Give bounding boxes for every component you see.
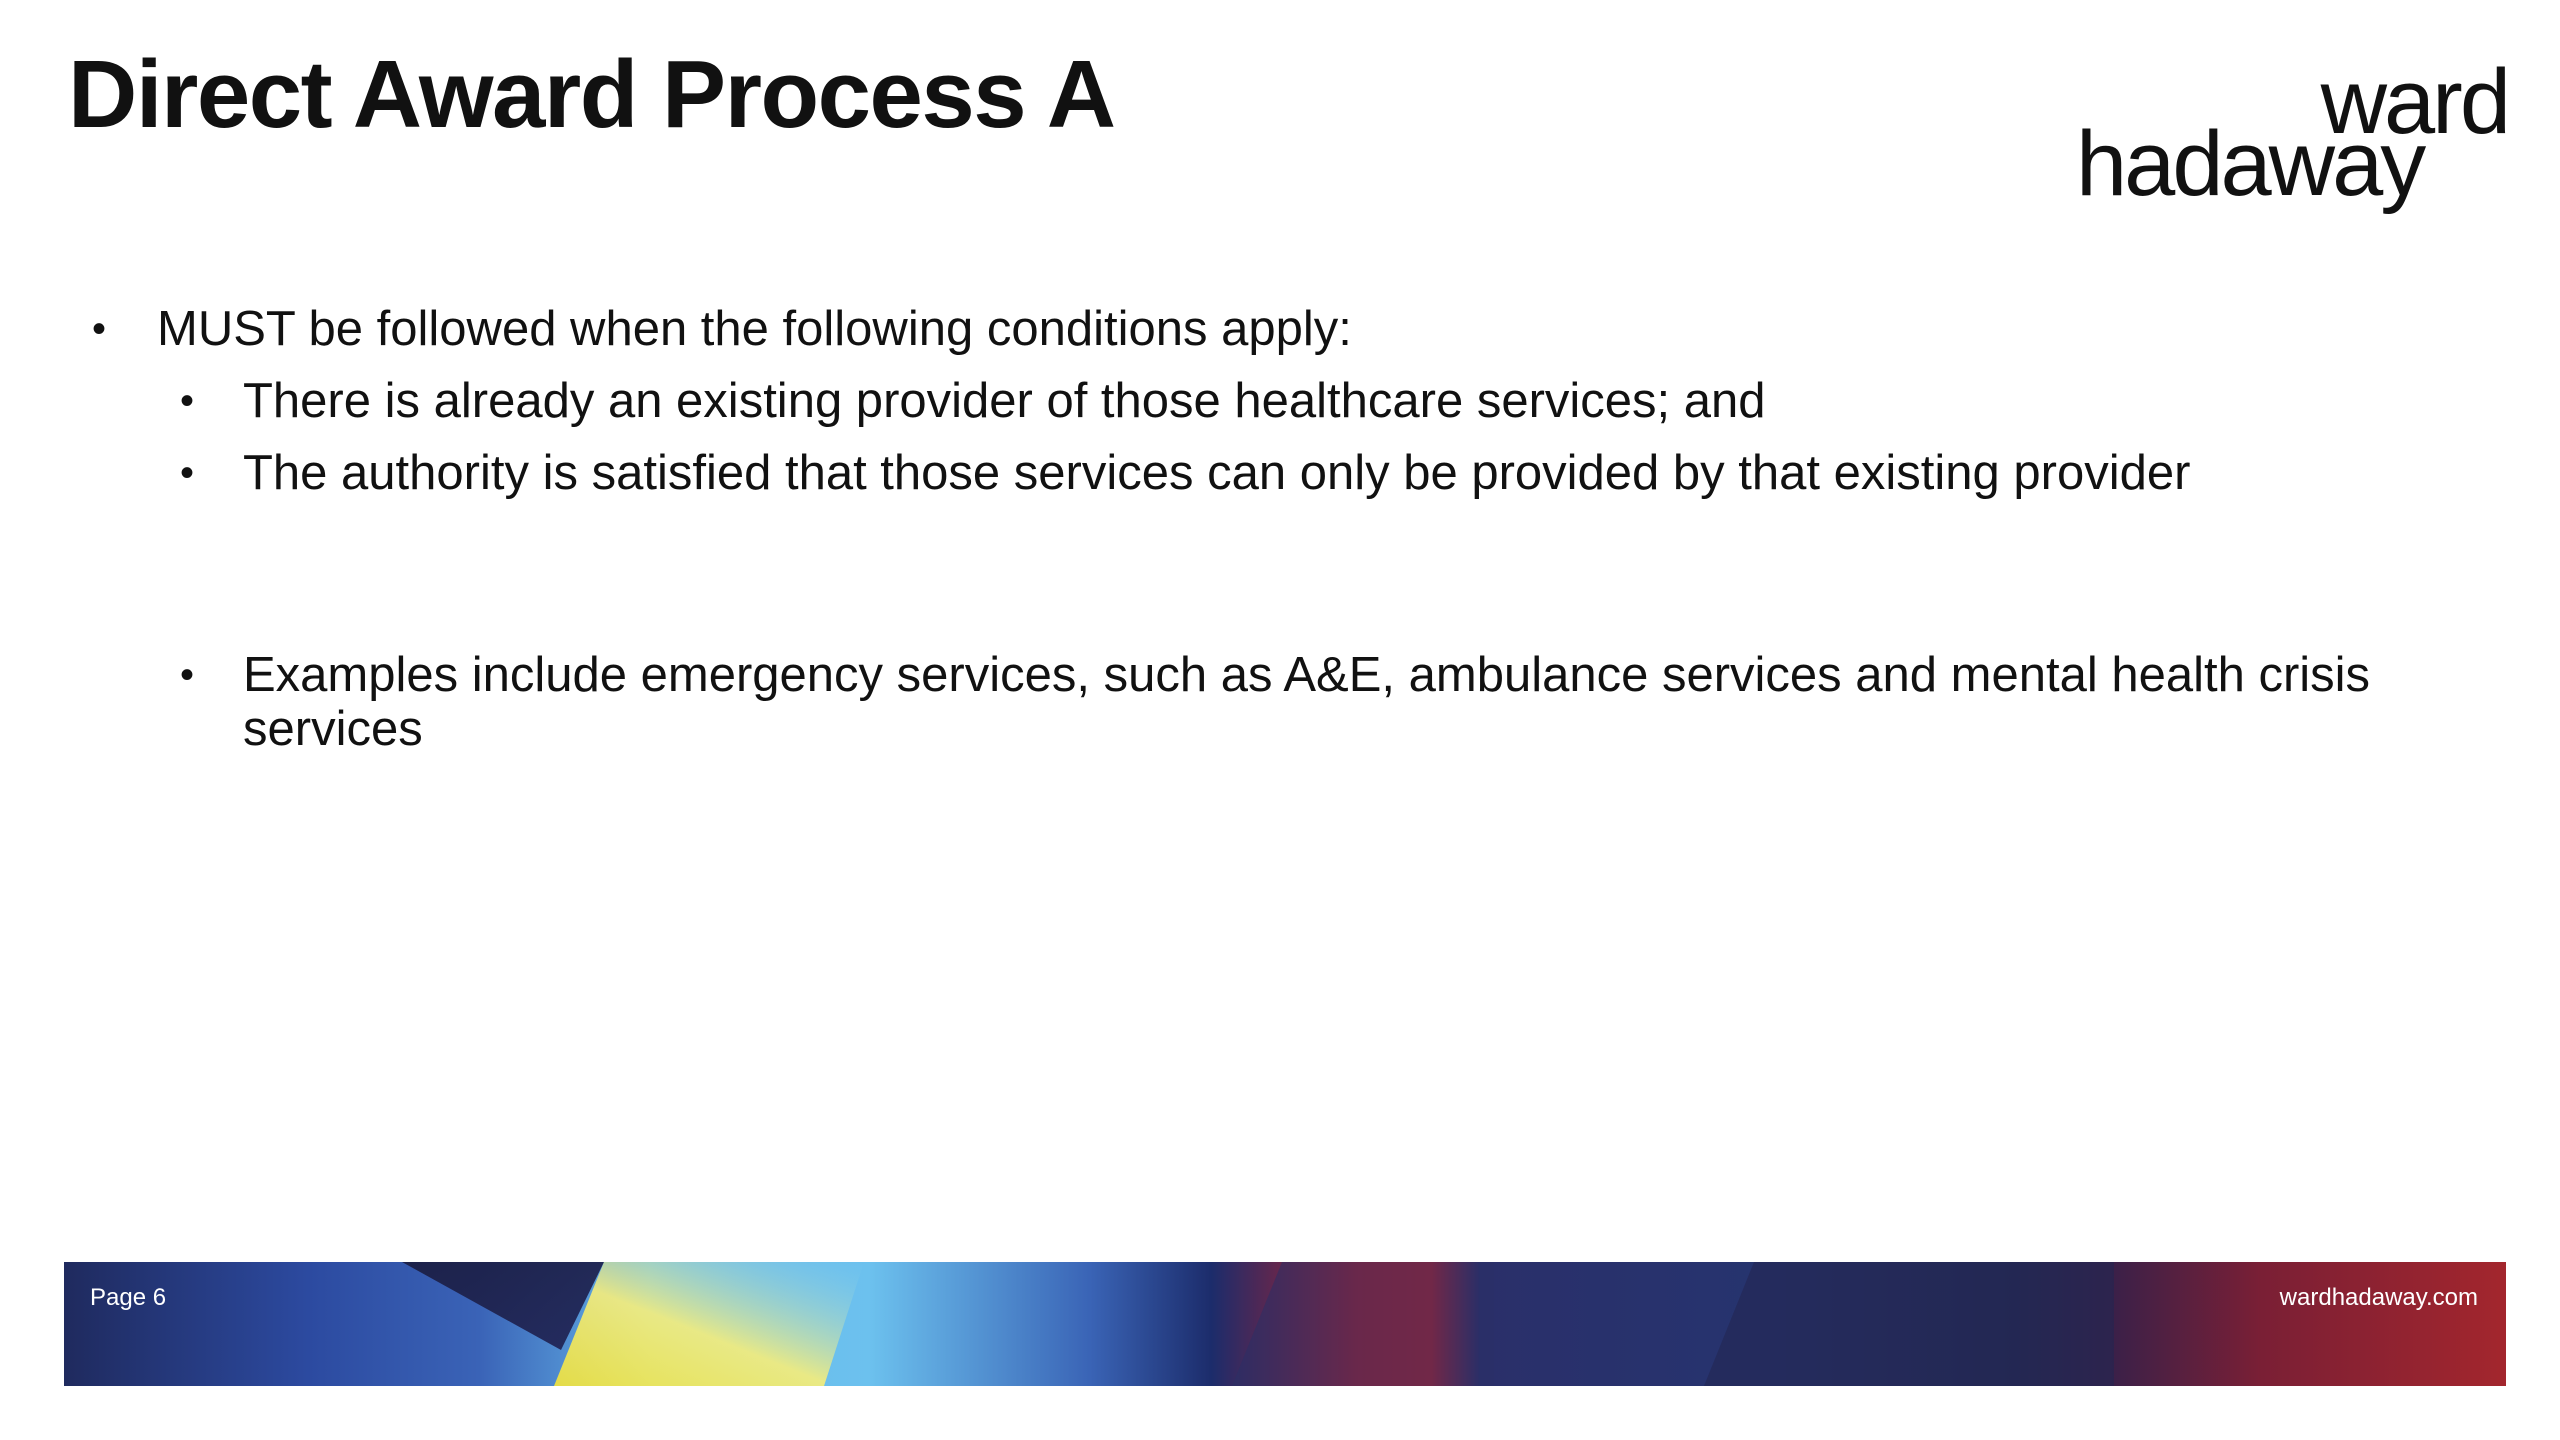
footer-artwork	[64, 1262, 2506, 1386]
website-link[interactable]: wardhadaway.com	[2279, 1284, 2478, 1311]
bullet-list	[88, 302, 2488, 774]
bullet-item	[88, 302, 2488, 356]
bullet-marker: •	[180, 653, 195, 697]
bullet-text: The authority is satisfied that those services can only be provided by that existing provider	[243, 446, 2191, 500]
page-number: Page 6	[90, 1284, 167, 1311]
bullet-text: There is already an existing provider of those healthcare services; and	[243, 374, 1766, 428]
logo-line-ward: ward	[2320, 51, 2508, 153]
bullet-marker: •	[180, 451, 195, 495]
logo-line-hadaway: hadaway	[2076, 113, 2424, 215]
bullet-item	[88, 446, 2488, 500]
bullet-text: MUST be followed when the following conditions apply:	[157, 302, 1352, 356]
ward-hadaway-logo	[2068, 51, 2508, 226]
bullet-item	[88, 374, 2488, 428]
bullet-item	[88, 648, 2488, 756]
bullet-marker: •	[180, 379, 195, 423]
footer-banner	[64, 1262, 2506, 1386]
slide-title: Direct Award Process A	[68, 41, 1115, 148]
bullet-marker: •	[92, 307, 107, 351]
bullet-text: Examples include emergency services, such as A&E, ambulance services and mental health crisis services	[243, 648, 2371, 756]
